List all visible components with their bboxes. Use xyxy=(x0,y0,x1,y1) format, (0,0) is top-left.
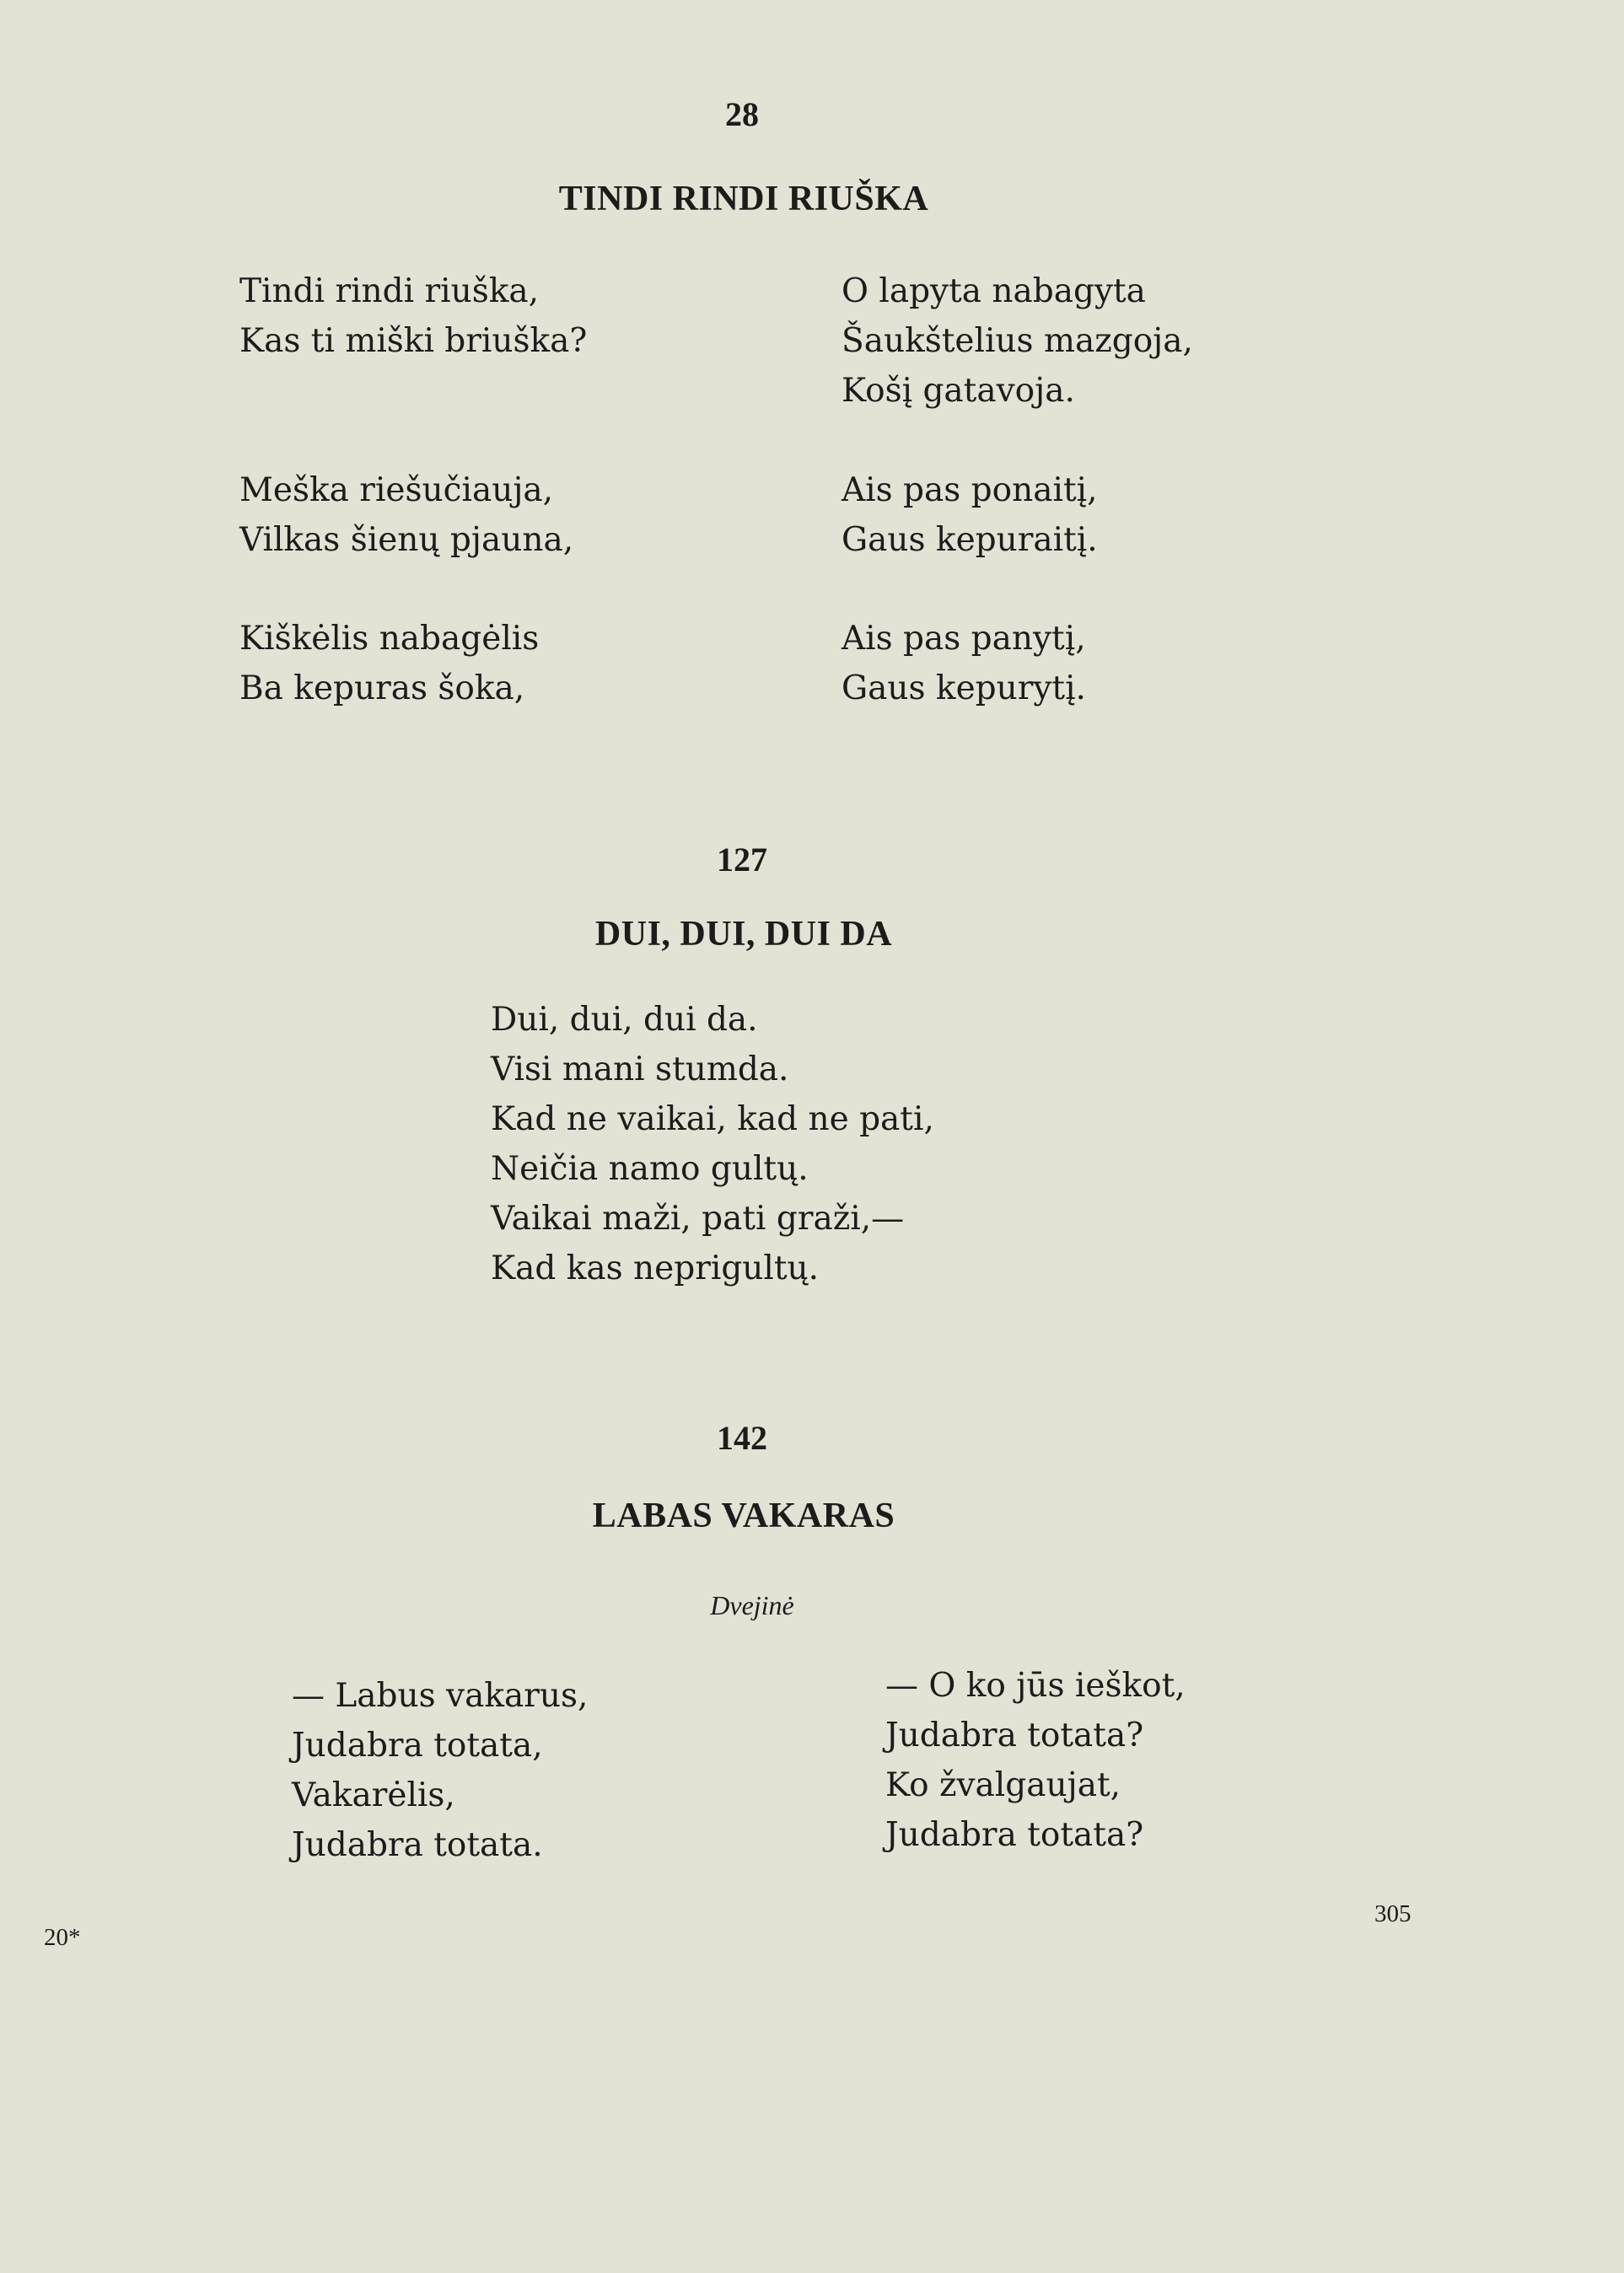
verse-line: Košį gatavoja. xyxy=(842,372,1075,410)
verse-line: Meška riešučiauja, xyxy=(239,471,554,509)
verse-line: Ko žvalgaujat, xyxy=(885,1766,1121,1804)
song-127-stanza xyxy=(491,995,934,1293)
verse-line: Dui, dui, dui da. xyxy=(491,1001,758,1039)
song-title-labas-vakaras: LABAS VAKARAS xyxy=(592,1497,895,1535)
verse-line: Neičia namo gultų. xyxy=(491,1150,809,1188)
song-28-right-stanza-3 xyxy=(842,614,1086,713)
verse-line: Kad ne vaikai, kad ne pati, xyxy=(491,1100,934,1138)
song-28-left-stanza-3 xyxy=(239,614,539,713)
verse-line: Ba kepuras šoka, xyxy=(239,669,525,707)
verse-line: Kiškėlis nabagėlis xyxy=(239,620,540,658)
verse-line: Vilkas šienų pjauna, xyxy=(239,521,574,559)
verse-line: — Labus vakarus, xyxy=(292,1677,589,1715)
song-number-28: 28 xyxy=(725,95,759,133)
verse-line: Judabra totata, xyxy=(292,1727,543,1765)
song-28-right-stanza-1 xyxy=(842,266,1193,416)
verse-line: Gaus kepuraitį. xyxy=(842,521,1098,559)
song-number-127: 127 xyxy=(717,841,767,879)
verse-line: O lapyta nabagyta xyxy=(842,272,1146,310)
song-number-142: 142 xyxy=(717,1419,767,1457)
verse-line: Vaikai maži, pati graži,— xyxy=(491,1200,905,1238)
song-142-subtitle: Dvejinė xyxy=(710,1590,794,1620)
verse-line: Šaukštelius mazgoja, xyxy=(842,322,1193,360)
verse-line: Judabra totata. xyxy=(292,1826,543,1864)
page-number: 305 xyxy=(1374,1900,1412,1927)
song-28-left-stanza-2 xyxy=(239,465,573,565)
verse-line: — O ko jūs ieškot, xyxy=(885,1667,1186,1705)
verse-line: Judabra totata? xyxy=(885,1816,1144,1854)
verse-line: Ais pas panytį, xyxy=(842,620,1086,658)
verse-line: Tindi rindi riuška, xyxy=(239,272,540,310)
song-142-right-stanza xyxy=(885,1661,1186,1860)
signature-mark: 20* xyxy=(44,1924,81,1951)
verse-line: Gaus kepurytį. xyxy=(842,669,1086,707)
verse-line: Ais pas ponaitį, xyxy=(842,471,1098,509)
verse-line: Kad kas neprigultų. xyxy=(491,1249,820,1287)
verse-line: Visi mani stumda. xyxy=(491,1051,789,1088)
song-title-tindi-rindi-riuska: TINDI RINDI RIUŠKA xyxy=(558,180,929,218)
verse-line: Judabra totata? xyxy=(885,1717,1144,1754)
song-28-left-stanza-1 xyxy=(239,266,587,366)
song-142-left-stanza xyxy=(292,1671,588,1870)
song-28-right-stanza-2 xyxy=(842,465,1098,565)
verse-line: Vakarėlis, xyxy=(292,1776,455,1814)
verse-line: Kas ti miški briuška? xyxy=(239,322,588,360)
song-title-dui-dui-dui-da: DUI, DUI, DUI DA xyxy=(594,915,893,954)
